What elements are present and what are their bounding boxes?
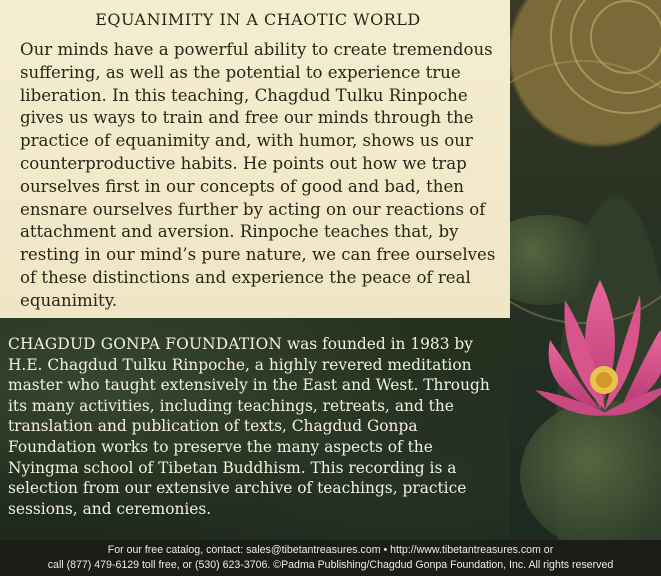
title: EQUANIMITY IN A CHAOTIC WORLD [95, 10, 421, 29]
footer-copyright-line: call (877) 479-6129 toll free, or (530) 623-3706. ©Padma Publishing/Chagdud Gonpa Foundation, Inc. All rights reserved [47, 559, 614, 571]
lotus-flower-icon [530, 270, 661, 470]
description-panel [0, 0, 510, 318]
foundation-name: CHAGDUD GONPA FOUNDATION [8, 335, 283, 353]
foundation-description: was founded in 1983 by H.E. Chagdud Tulku Rinpoche, a highly revered meditation master who taught extensively in the East and West. Through its many activities, including teachings, retreats, and the translation and publication of texts, Chagdud Gonpa Foundation works to preserve the many aspects of the Nyingma school of Tibetan Buddhism. This recording is a selection from our extensive archive of teachings, practice sessions, and ceremonies. [8, 335, 490, 518]
footer [0, 540, 661, 576]
foundation-text [8, 334, 500, 519]
footer-contact-line: For our free catalog, contact: sales@tibetantreasures.com • http://www.tibetantreasures.com or [107, 544, 554, 556]
foundation-panel [0, 318, 510, 540]
description-text: Our minds have a powerful ability to create tremendous suffering, as well as the potential to experience true liberation. In this teaching, Chagdud Tulku Rinpoche gives us ways to train and free our minds through the practice of equanimity and, with humor, shows us our counterproductive habits. He points out how we trap ourselves first in our concepts of good and bad, then ensnare ourselves further by acting on our reactions of attachment and aversion. Rinpoche teaches that, by resting in our mind’s pure nature, we can free ourselves of these distinctions and experience the peace of real equanimity. [20, 40, 496, 310]
lotus-photo [510, 0, 661, 540]
